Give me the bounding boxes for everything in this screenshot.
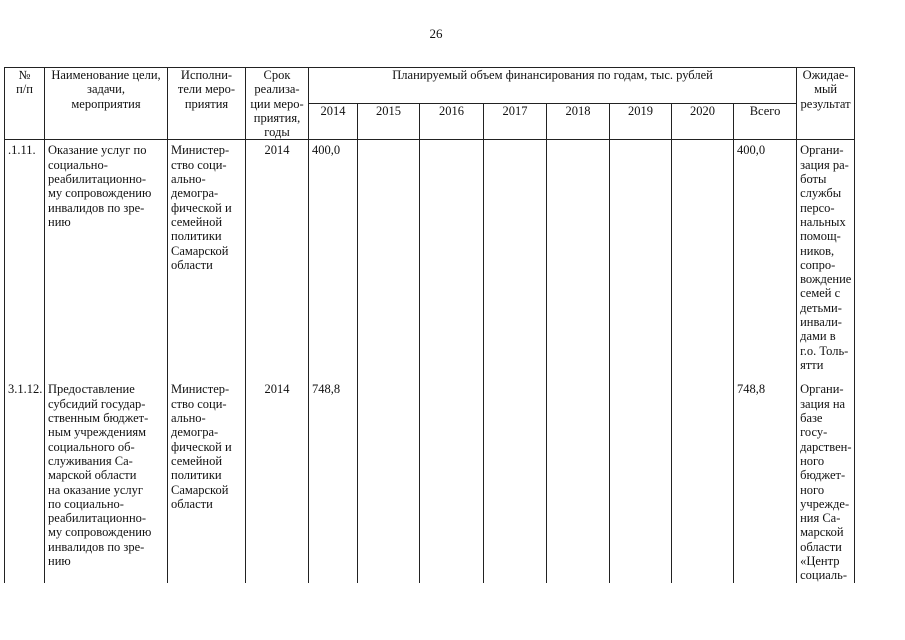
row-value-2019 <box>610 379 672 582</box>
row-value-2014: 400,0 <box>309 140 358 380</box>
header-year: 2017 <box>484 104 547 140</box>
row-term: 2014 <box>246 140 309 380</box>
row-name: Оказание услуг по социально- реабилитационно- му сопровождению инвалидов по зре- нию <box>45 140 168 380</box>
header-year: 2020 <box>672 104 734 140</box>
table-row <box>5 140 855 380</box>
header-year: 2019 <box>610 104 672 140</box>
table-row <box>5 379 855 582</box>
header-term: Срок реализа- ции меро- приятия, годы <box>246 68 309 140</box>
row-executor: Министер- ство соци- ально- демогра- фической и семейной политики Самарской области <box>168 379 246 582</box>
row-value-2018 <box>547 140 610 380</box>
row-term: 2014 <box>246 379 309 582</box>
header-result: Ожидае- мый результат <box>797 68 855 140</box>
header-name: Наименование цели, задачи, мероприятия <box>45 68 168 140</box>
row-value-2016 <box>420 379 484 582</box>
row-value-2015 <box>358 140 420 380</box>
page-number: 26 <box>429 26 443 41</box>
row-value-2020 <box>672 379 734 582</box>
row-value-2018 <box>547 379 610 582</box>
header-year: 2015 <box>358 104 420 140</box>
row-name: Предоставление субсидий государ- ственным бюджет- ным учреждениям социального об- служивания Са- марской области на оказание услуг по социально- реабилитационно- му сопровождению инвалидов по зре- нию <box>45 379 168 582</box>
header-year: 2016 <box>420 104 484 140</box>
row-value-total: 400,0 <box>734 140 797 380</box>
row-value-2014: 748,8 <box>309 379 358 582</box>
header-finance: Планируемый объем финансирования по годам, тыс. рублей <box>309 68 797 104</box>
header-total: Всего <box>734 104 797 140</box>
row-value-2015 <box>358 379 420 582</box>
header-year: 2014 <box>309 104 358 140</box>
header-executor: Исполни- тели меро- приятия <box>168 68 246 140</box>
financing-table <box>4 67 855 583</box>
row-executor: Министер- ство соци- ально- демогра- фической и семейной политики Самарской области <box>168 140 246 380</box>
row-value-2016 <box>420 140 484 380</box>
row-number: 3.1.12. <box>5 379 45 582</box>
row-value-2020 <box>672 140 734 380</box>
row-result: Органи- зация на базе госу- дарствен- ного бюджет- ного учрежде- ния Са- марской области «Центр социаль- <box>797 379 855 582</box>
row-value-2019 <box>610 140 672 380</box>
row-value-2017 <box>484 379 547 582</box>
row-value-total: 748,8 <box>734 379 797 582</box>
row-number: .1.11. <box>5 140 45 380</box>
header-year: 2018 <box>547 104 610 140</box>
row-value-2017 <box>484 140 547 380</box>
row-result: Органи- зация ра- боты службы персо- нальных помощ- ников, сопро- вождение семей с детьми- инвали- дами в г.о. Толь- ятти <box>797 140 855 380</box>
header-row-1 <box>5 68 855 104</box>
header-num: № п/п <box>5 68 45 140</box>
